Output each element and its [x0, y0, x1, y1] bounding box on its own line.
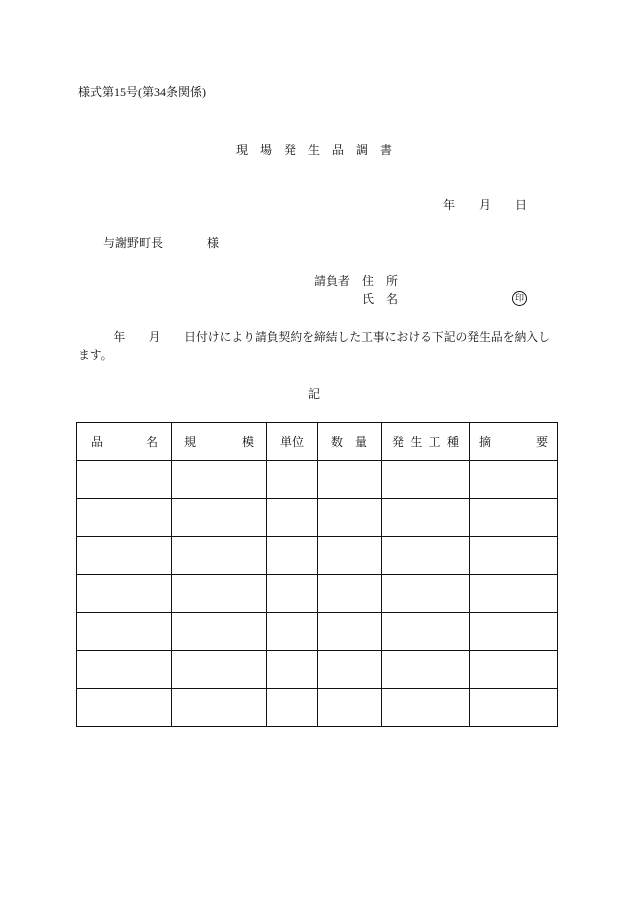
- table-cell-remarks: [470, 499, 558, 537]
- table-cell-item-name: [77, 461, 172, 499]
- table-row: [77, 651, 558, 689]
- items-table-body: [77, 461, 558, 727]
- table-cell-work-type: [382, 499, 470, 537]
- table-row: [77, 689, 558, 727]
- form-number: 様式第15号(第34条関係): [78, 85, 206, 99]
- body-text-line-1: 年 月 日付けにより請負契約を締結した工事における下記の発生品を納入し: [78, 330, 550, 344]
- table-cell-unit: [267, 575, 318, 613]
- header-unit: 単位: [267, 423, 318, 461]
- table-cell-item-name: [77, 689, 172, 727]
- table-cell-quantity: [318, 575, 382, 613]
- header-work-type: 発 生 工 種: [382, 423, 470, 461]
- table-cell-work-type: [382, 689, 470, 727]
- table-row: [77, 613, 558, 651]
- header-remarks: 摘 要: [470, 423, 558, 461]
- table-row: [77, 499, 558, 537]
- table-cell-remarks: [470, 651, 558, 689]
- body-text-line-2: ます。: [78, 348, 113, 362]
- table-cell-quantity: [318, 537, 382, 575]
- contractor-label: 請負者: [314, 274, 351, 288]
- addressee-name: 与謝野町長: [103, 236, 164, 250]
- table-cell-scale: [172, 613, 267, 651]
- note-heading: 記: [308, 387, 321, 401]
- seal-mark: 印: [512, 291, 527, 306]
- table-cell-unit: [267, 613, 318, 651]
- table-cell-quantity: [318, 461, 382, 499]
- table-cell-item-name: [77, 499, 172, 537]
- address-label: 住 所: [362, 274, 399, 288]
- table-cell-item-name: [77, 537, 172, 575]
- table-cell-scale: [172, 689, 267, 727]
- table-cell-unit: [267, 651, 318, 689]
- header-quantity: 数 量: [318, 423, 382, 461]
- table-cell-quantity: [318, 613, 382, 651]
- table-cell-item-name: [77, 575, 172, 613]
- table-cell-unit: [267, 689, 318, 727]
- table-cell-work-type: [382, 575, 470, 613]
- header-scale: 規 模: [172, 423, 267, 461]
- table-cell-scale: [172, 461, 267, 499]
- name-label: 氏 名: [362, 292, 399, 306]
- addressee-honorific: 様: [207, 236, 220, 250]
- table-cell-unit: [267, 537, 318, 575]
- table-cell-quantity: [318, 651, 382, 689]
- table-cell-unit: [267, 461, 318, 499]
- table-cell-scale: [172, 537, 267, 575]
- table-cell-item-name: [77, 651, 172, 689]
- table-cell-remarks: [470, 689, 558, 727]
- table-cell-quantity: [318, 689, 382, 727]
- table-row: [77, 461, 558, 499]
- table-cell-remarks: [470, 461, 558, 499]
- date-line: 年 月 日: [443, 198, 528, 212]
- header-item-name: 品 名: [77, 423, 172, 461]
- table-cell-item-name: [77, 613, 172, 651]
- table-cell-work-type: [382, 613, 470, 651]
- table-cell-unit: [267, 499, 318, 537]
- table-cell-scale: [172, 651, 267, 689]
- document-title: 現 場 発 生 品 調 書: [236, 143, 393, 157]
- table-cell-remarks: [470, 575, 558, 613]
- table-cell-scale: [172, 499, 267, 537]
- table-row: [77, 575, 558, 613]
- table-cell-scale: [172, 575, 267, 613]
- table-cell-quantity: [318, 499, 382, 537]
- table-header-row: [77, 423, 558, 461]
- table-cell-work-type: [382, 651, 470, 689]
- table-cell-work-type: [382, 461, 470, 499]
- table-cell-remarks: [470, 613, 558, 651]
- table-cell-remarks: [470, 537, 558, 575]
- table-cell-work-type: [382, 537, 470, 575]
- items-table: [76, 422, 558, 727]
- table-row: [77, 537, 558, 575]
